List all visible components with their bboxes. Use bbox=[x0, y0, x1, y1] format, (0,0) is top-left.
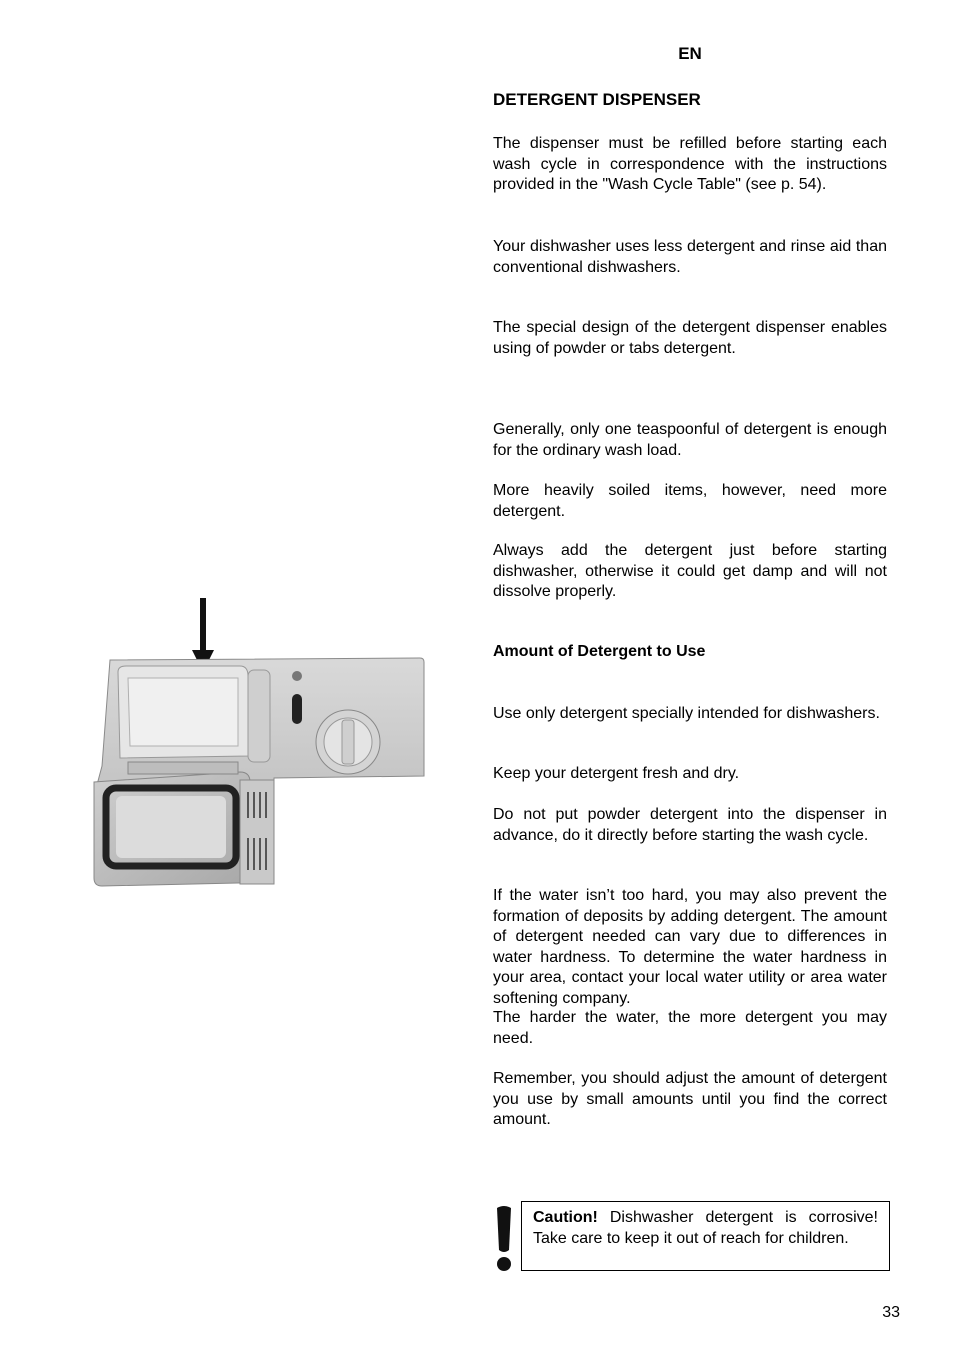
paragraph: Generally, only one teaspoonful of detergent is enough for the ordinary wash load. bbox=[493, 421, 887, 459]
caution-label: Caution! bbox=[533, 1209, 598, 1226]
section-title: DETERGENT DISPENSER bbox=[493, 90, 701, 109]
paragraph: Remember, you should adjust the amount of detergent you use by small amounts until you find the correct amount. bbox=[493, 1070, 887, 1128]
dispenser-illustration bbox=[88, 596, 428, 892]
exclamation-icon bbox=[494, 1204, 514, 1272]
subsection-title: Amount of Detergent to Use bbox=[493, 643, 706, 660]
page-number: 33 bbox=[882, 1304, 900, 1321]
language-label: EN bbox=[678, 44, 702, 63]
caution-text: Dishwasher detergent is corrosive! Take care to keep it out of reach for children. bbox=[533, 1209, 878, 1247]
caution-box bbox=[521, 1201, 890, 1271]
paragraph: Your dishwasher uses less detergent and rinse aid than conventional dishwashers. bbox=[493, 238, 887, 276]
paragraph: Always add the detergent just before starting dishwasher, otherwise it could get damp and will not dissolve properly. bbox=[493, 542, 887, 600]
paragraph: The special design of the detergent dispenser enables using of powder or tabs detergent. bbox=[493, 319, 887, 357]
paragraph: The dispenser must be refilled before starting each wash cycle in correspondence with the instructions provided in the "Wash Cycle Table" (see p. 54). bbox=[493, 135, 887, 193]
paragraph: More heavily soiled items, however, need more detergent. bbox=[493, 482, 887, 520]
paragraph: The harder the water, the more detergent you may need. bbox=[493, 1009, 887, 1047]
paragraph: Use only detergent specially intended for dishwashers. bbox=[493, 705, 880, 722]
paragraph: If the water isn’t too hard, you may also prevent the formation of deposits by adding detergent. The amount of detergent needed can vary due to differences in water hardness. To determine the water hardness in your area, contact your local water utility or area water softening company. bbox=[493, 887, 887, 1007]
paragraph: Keep your detergent fresh and dry. bbox=[493, 765, 740, 782]
paragraph: Do not put powder detergent into the dispenser in advance, do it directly before starting the wash cycle. bbox=[493, 806, 887, 844]
